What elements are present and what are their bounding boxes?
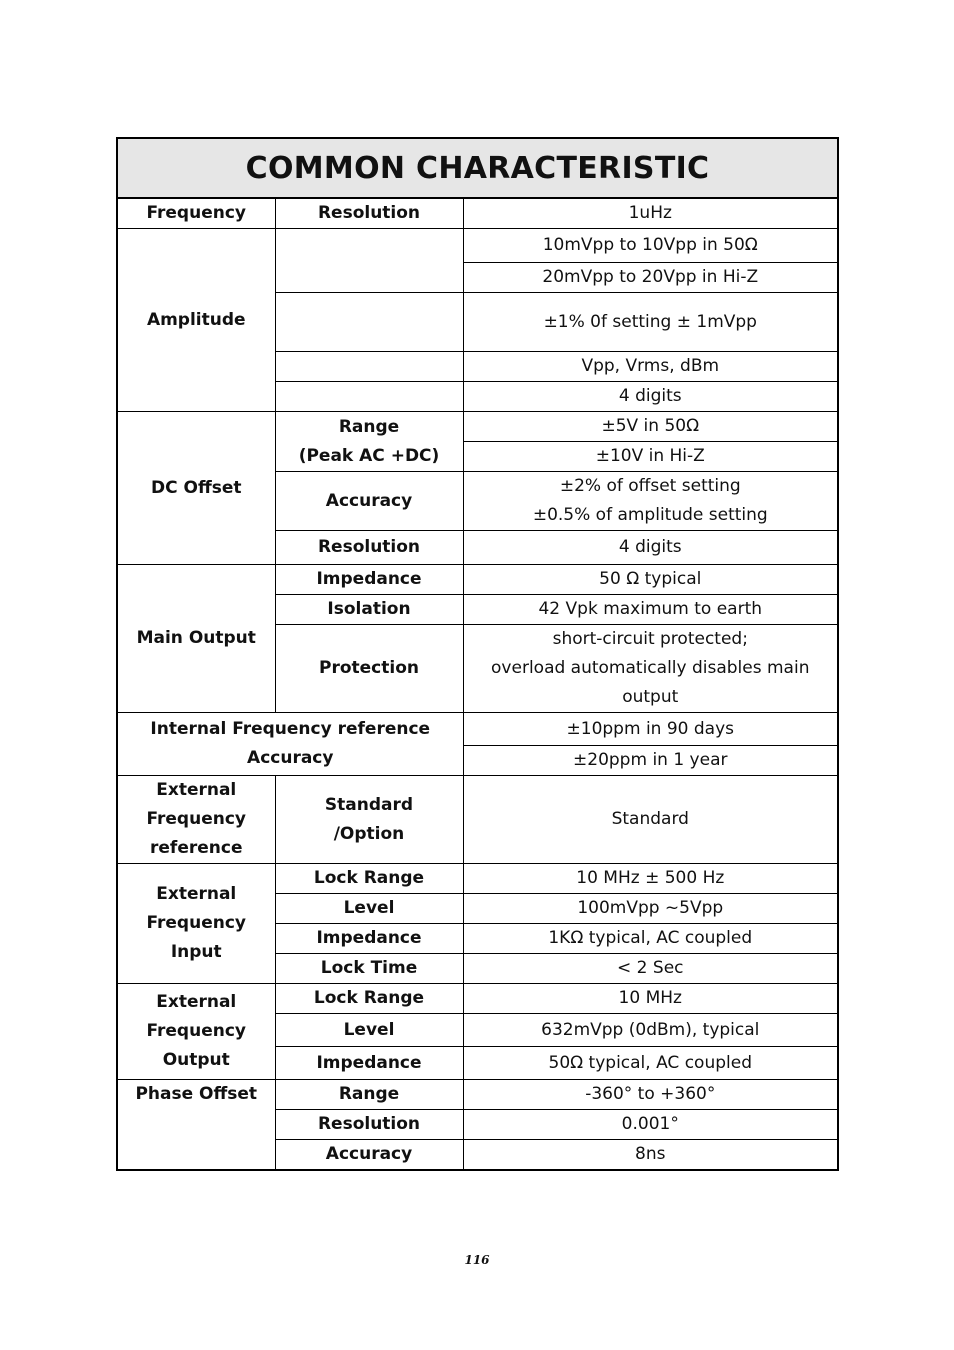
phase-offset-value: 8ns xyxy=(463,1140,838,1171)
external-input-value: 1KΩ typical, AC coupled xyxy=(463,924,838,954)
internal-ref-value: ±10ppm in 90 days xyxy=(463,713,838,746)
frequency-param: Resolution xyxy=(275,198,463,229)
dc-offset-resolution-value: 4 digits xyxy=(463,531,838,565)
amplitude-param-empty xyxy=(275,229,463,293)
external-input-param: Lock Time xyxy=(275,954,463,984)
main-output-protection-value xyxy=(463,625,838,713)
dc-offset-accuracy-line: ±2% of offset setting xyxy=(559,476,741,496)
dc-offset-range-sub: (Peak AC +DC) xyxy=(298,445,440,466)
external-ref-label xyxy=(117,776,275,864)
amplitude-param-empty xyxy=(275,382,463,412)
amplitude-value: 4 digits xyxy=(463,382,838,412)
dc-offset-accuracy-line: ±0.5% of amplitude setting xyxy=(532,505,768,525)
dc-offset-accuracy-value xyxy=(463,472,838,531)
main-output-impedance-value: 50 Ω typical xyxy=(463,565,838,595)
protection-line: overload automatically disables main xyxy=(491,658,810,678)
external-output-param: Level xyxy=(275,1014,463,1047)
dc-offset-range-param xyxy=(275,412,463,472)
amplitude-param-empty xyxy=(275,293,463,352)
table-title: COMMON CHARACTERISTIC xyxy=(117,138,838,198)
external-ref-label-line: Frequency xyxy=(146,809,246,829)
external-output-value: 50Ω typical, AC coupled xyxy=(463,1047,838,1080)
main-output-protection-param: Protection xyxy=(275,625,463,713)
external-input-value: 100mVpp ~5Vpp xyxy=(463,894,838,924)
amplitude-value: Vpp, Vrms, dBm xyxy=(463,352,838,382)
main-output-impedance-param: Impedance xyxy=(275,565,463,595)
external-input-param: Lock Range xyxy=(275,864,463,894)
phase-offset-param: Accuracy xyxy=(275,1140,463,1171)
amplitude-param-empty xyxy=(275,352,463,382)
external-input-label-line: External xyxy=(156,884,237,904)
external-ref-param-line: /Option xyxy=(333,823,405,844)
external-output-label-line: Frequency xyxy=(146,1021,246,1041)
phase-offset-value: 0.001° xyxy=(463,1110,838,1140)
phase-offset-label: Phase Offset xyxy=(117,1080,275,1171)
external-ref-value: Standard xyxy=(463,776,838,864)
external-input-label xyxy=(117,864,275,984)
amplitude-label: Amplitude xyxy=(117,229,275,412)
page-number: 116 xyxy=(464,1253,490,1267)
amplitude-value: ±1% 0f setting ± 1mVpp xyxy=(463,293,838,352)
protection-line: short-circuit protected; xyxy=(552,629,748,649)
dc-offset-range-label: Range xyxy=(338,416,400,437)
external-input-label-line: Frequency xyxy=(146,913,246,933)
internal-ref-label-line: Accuracy xyxy=(247,748,334,768)
external-input-value: 10 MHz ± 500 Hz xyxy=(463,864,838,894)
external-input-param: Impedance xyxy=(275,924,463,954)
external-output-value: 632mVpp (0dBm), typical xyxy=(463,1014,838,1047)
dc-offset-label: DC Offset xyxy=(117,412,275,565)
frequency-label: Frequency xyxy=(117,198,275,229)
phase-offset-param: Range xyxy=(275,1080,463,1110)
external-output-label xyxy=(117,984,275,1080)
external-input-label-line: Input xyxy=(170,942,222,962)
main-output-label: Main Output xyxy=(117,565,275,713)
external-ref-param-line: Standard xyxy=(324,794,414,815)
dc-offset-range-value: ±5V in 50Ω xyxy=(463,412,838,442)
external-output-value: 10 MHz xyxy=(463,984,838,1014)
external-input-param: Level xyxy=(275,894,463,924)
main-output-isolation-value: 42 Vpk maximum to earth xyxy=(463,595,838,625)
external-ref-label-line: reference xyxy=(150,838,243,858)
external-output-label-line: Output xyxy=(162,1050,230,1070)
dc-offset-accuracy-param: Accuracy xyxy=(275,472,463,531)
spec-table xyxy=(116,137,839,1171)
protection-line: output xyxy=(622,687,679,707)
dc-offset-range-value: ±10V in Hi-Z xyxy=(463,442,838,472)
internal-ref-label-line: Internal Frequency reference xyxy=(150,719,431,739)
internal-ref-value: ±20ppm in 1 year xyxy=(463,746,838,776)
external-input-value: < 2 Sec xyxy=(463,954,838,984)
external-ref-param xyxy=(275,776,463,864)
amplitude-value: 10mVpp to 10Vpp in 50Ω xyxy=(463,229,838,263)
external-output-param: Lock Range xyxy=(275,984,463,1014)
dc-offset-resolution-param: Resolution xyxy=(275,531,463,565)
phase-offset-value: -360° to +360° xyxy=(463,1080,838,1110)
main-output-isolation-param: Isolation xyxy=(275,595,463,625)
internal-ref-label xyxy=(117,713,463,776)
amplitude-value: 20mVpp to 20Vpp in Hi-Z xyxy=(463,263,838,293)
external-output-param: Impedance xyxy=(275,1047,463,1080)
phase-offset-param: Resolution xyxy=(275,1110,463,1140)
frequency-value: 1uHz xyxy=(463,198,838,229)
external-ref-label-line: External xyxy=(156,780,237,800)
external-output-label-line: External xyxy=(156,992,237,1012)
